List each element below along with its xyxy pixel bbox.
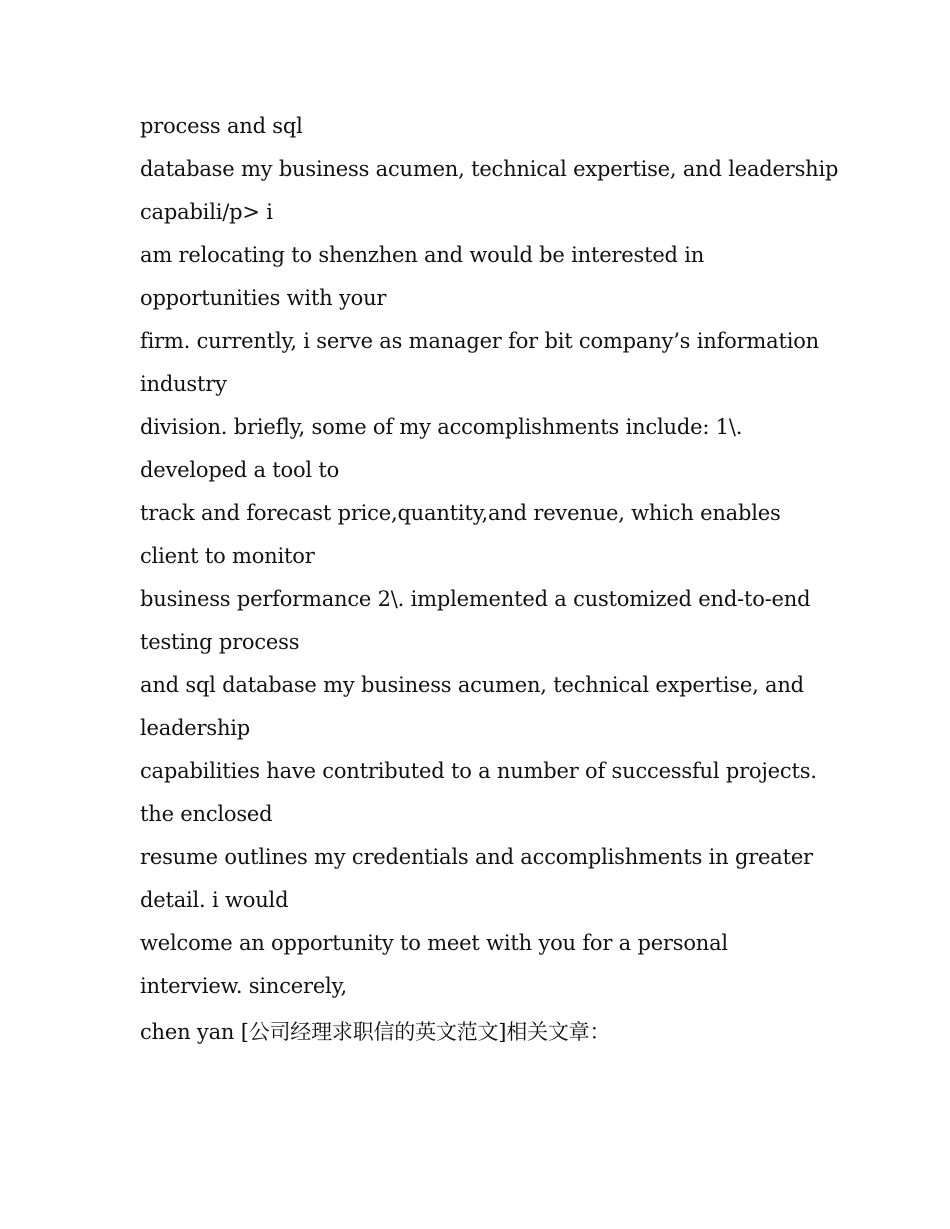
text-line: process and sql: [140, 114, 303, 138]
text-line: track and forecast price,quantity,and revenue, which enables: [140, 501, 781, 525]
text-line: industry: [140, 372, 227, 396]
text-line: interview. sincerely,: [140, 974, 347, 998]
text-line: client to monitor: [140, 544, 315, 568]
text-line: developed a tool to: [140, 458, 340, 482]
signature-line: chen yan [公司经理求职信的英文范文]相关文章：: [140, 1020, 611, 1044]
text-line: business performance 2\. implemented a customized end-to-end: [140, 587, 811, 611]
text-line: database my business acumen, technical expertise, and leadership: [140, 157, 839, 181]
text-line: opportunities with your: [140, 286, 387, 310]
text-line: resume outlines my credentials and accomplishments in greater: [140, 845, 813, 869]
text-line: and sql database my business acumen, technical expertise, and: [140, 673, 804, 697]
letter-body: [140, 105, 840, 1054]
text-line: welcome an opportunity to meet with you for a personal: [140, 931, 728, 955]
text-line: testing process: [140, 630, 300, 654]
text-line: capabilities have contributed to a number of successful projects.: [140, 759, 817, 783]
text-line: firm. currently, i serve as manager for bit company’s information: [140, 329, 819, 353]
text-line: leadership: [140, 716, 251, 740]
text-line: detail. i would: [140, 888, 289, 912]
text-line: am relocating to shenzhen and would be interested in: [140, 243, 705, 267]
text-line: capabili/p> i: [140, 200, 273, 224]
text-line: division. briefly, some of my accomplishments include: 1\.: [140, 415, 743, 439]
text-line: the enclosed: [140, 802, 273, 826]
